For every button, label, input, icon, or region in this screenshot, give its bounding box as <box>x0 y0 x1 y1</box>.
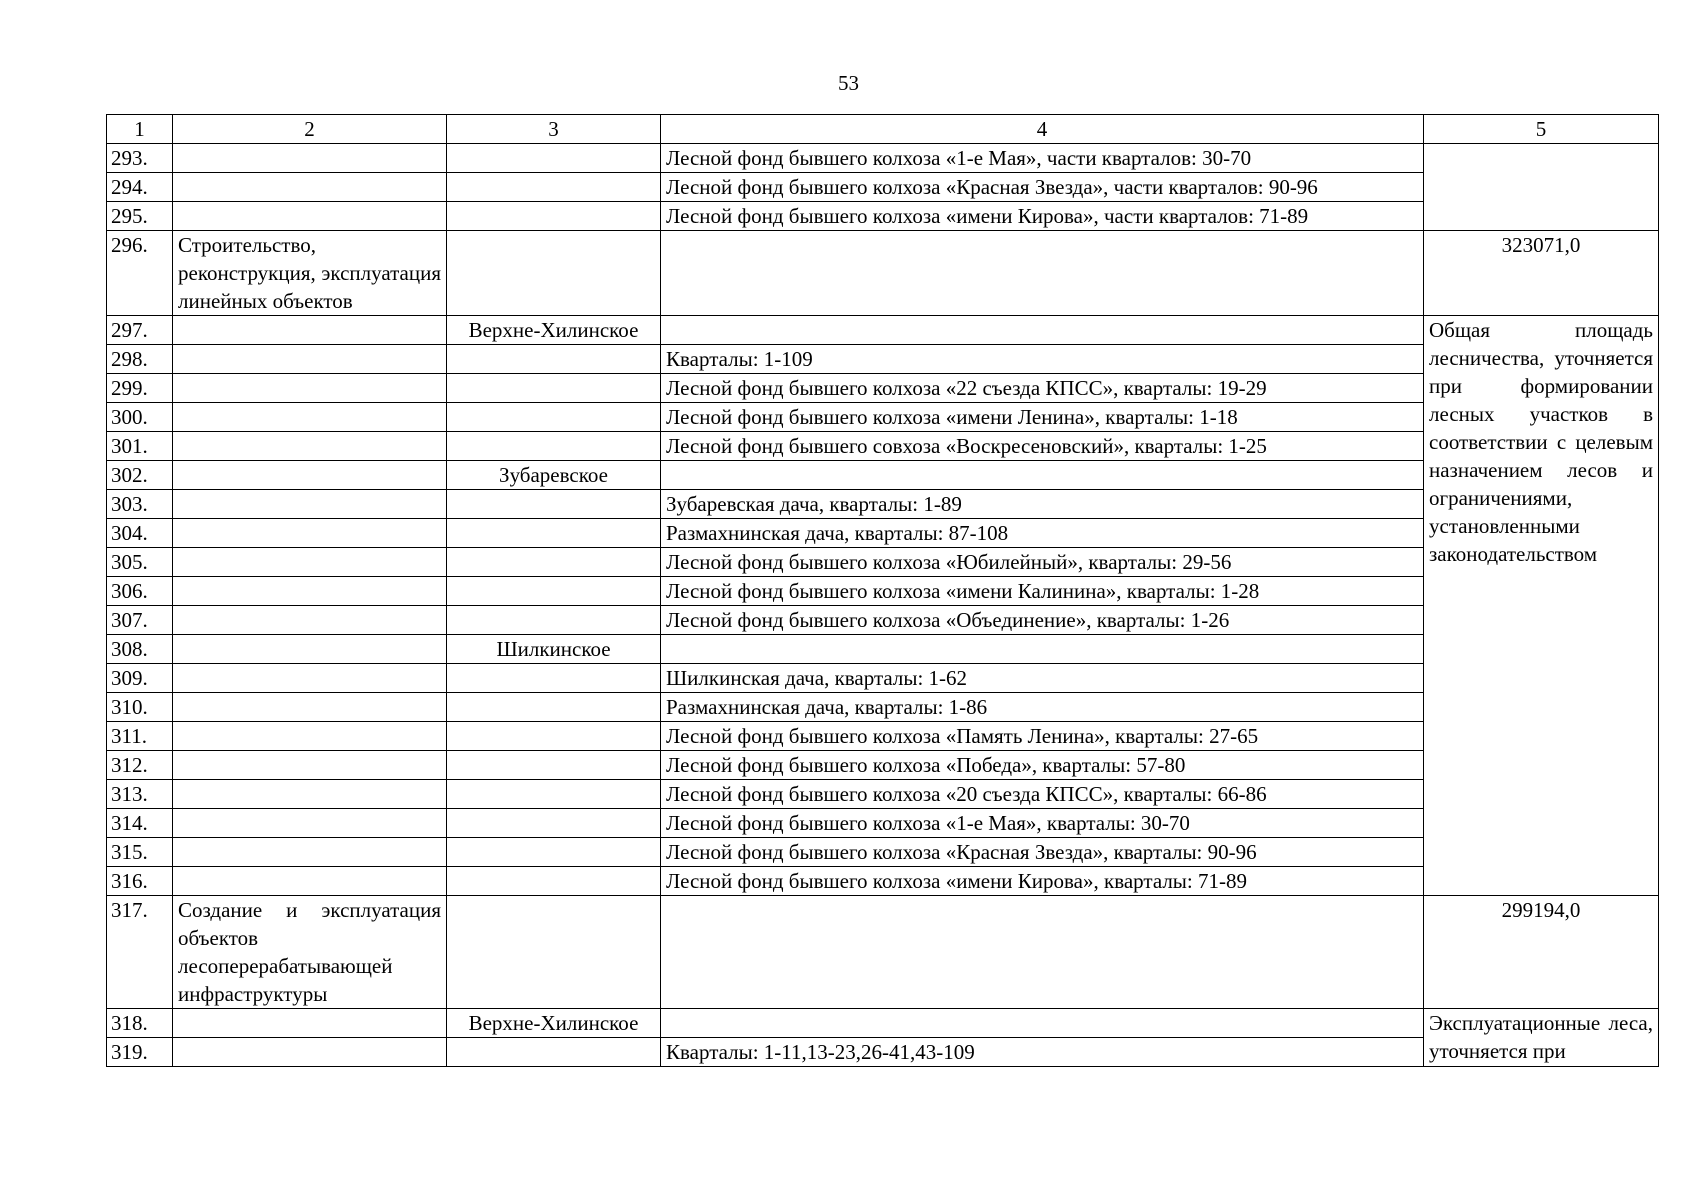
cell-description <box>661 635 1424 664</box>
row-number: 304. <box>107 519 173 548</box>
table-row <box>107 316 1659 345</box>
row-number: 302. <box>107 461 173 490</box>
forestry-district: Зубаревское <box>447 461 661 490</box>
cell-col-5-empty <box>1424 144 1659 231</box>
cell-description: Лесной фонд бывшего колхоза «имени Калинина», кварталы: 1-28 <box>661 577 1424 606</box>
forestry-district <box>447 809 661 838</box>
header-col-2: 2 <box>173 115 447 144</box>
cell-description: Лесной фонд бывшего колхоза «Юбилейный», кварталы: 29-56 <box>661 548 1424 577</box>
forestry-district <box>447 693 661 722</box>
cell-col-2 <box>173 202 447 231</box>
cell-description: Лесной фонд бывшего колхоза «имени Кирова», кварталы: 71-89 <box>661 867 1424 896</box>
row-number: 298. <box>107 345 173 374</box>
cell-col-2 <box>173 144 447 173</box>
cell-col-2 <box>173 809 447 838</box>
cell-description: Шилкинская дача, кварталы: 1-62 <box>661 664 1424 693</box>
cell-col-2 <box>173 548 447 577</box>
cell-col-3 <box>447 896 661 1009</box>
cell-description: Кварталы: 1-11,13-23,26-41,43-109 <box>661 1038 1424 1067</box>
row-number: 319. <box>107 1038 173 1067</box>
cell-col-2 <box>173 490 447 519</box>
cell-col-3 <box>447 144 661 173</box>
row-number: 313. <box>107 780 173 809</box>
row-number: 307. <box>107 606 173 635</box>
cell-description: Кварталы: 1-109 <box>661 345 1424 374</box>
area-value: 323071,0 <box>1424 231 1659 316</box>
cell-description: Лесной фонд бывшего колхоза «имени Ленина», кварталы: 1-18 <box>661 403 1424 432</box>
cell-col-2 <box>173 432 447 461</box>
cell-description: Лесной фонд бывшего колхоза «20 съезда КПСС», кварталы: 66-86 <box>661 780 1424 809</box>
row-number: 300. <box>107 403 173 432</box>
forestry-district <box>447 490 661 519</box>
forest-table <box>106 114 1659 1067</box>
forestry-district <box>447 1038 661 1067</box>
row-number: 297. <box>107 316 173 345</box>
forestry-district <box>447 838 661 867</box>
forestry-district <box>447 577 661 606</box>
activity-type: Создание и эксплуатация объектов лесоперерабатывающей инфраструктуры <box>173 896 447 1009</box>
cell-col-2 <box>173 664 447 693</box>
note-cell: Общая площадь лесничества, уточняется при формировании лесных участков в соответствии с целевым назначением лесов и ограничениями, установленными законодательством <box>1424 316 1659 896</box>
cell-col-2 <box>173 374 447 403</box>
row-number: 293. <box>107 144 173 173</box>
table-row <box>107 896 1659 1009</box>
row-number: 309. <box>107 664 173 693</box>
cell-description: Лесной фонд бывшего колхоза «22 съезда КПСС», кварталы: 19-29 <box>661 374 1424 403</box>
cell-col-2 <box>173 635 447 664</box>
cell-col-2 <box>173 780 447 809</box>
cell-col-2 <box>173 867 447 896</box>
row-number: 311. <box>107 722 173 751</box>
forestry-district <box>447 606 661 635</box>
forestry-district <box>447 519 661 548</box>
cell-description: Лесной фонд бывшего колхоза «Объединение», кварталы: 1-26 <box>661 606 1424 635</box>
cell-col-2 <box>173 722 447 751</box>
cell-col-2 <box>173 606 447 635</box>
row-number: 305. <box>107 548 173 577</box>
forestry-district <box>447 432 661 461</box>
row-number: 315. <box>107 838 173 867</box>
row-number: 312. <box>107 751 173 780</box>
cell-description <box>661 316 1424 345</box>
row-number: 308. <box>107 635 173 664</box>
cell-description: Лесной фонд бывшего колхоза «Память Ленина», кварталы: 27-65 <box>661 722 1424 751</box>
row-number: 303. <box>107 490 173 519</box>
forestry-district: Шилкинское <box>447 635 661 664</box>
table-row <box>107 1009 1659 1038</box>
cell-description: Размахнинская дача, кварталы: 87-108 <box>661 519 1424 548</box>
header-col-5: 5 <box>1424 115 1659 144</box>
cell-col-2 <box>173 838 447 867</box>
cell-col-2 <box>173 461 447 490</box>
header-col-3: 3 <box>447 115 661 144</box>
forestry-district <box>447 374 661 403</box>
row-number: 294. <box>107 173 173 202</box>
note-cell: Эксплуатационные леса, уточняется при <box>1424 1009 1659 1067</box>
row-number: 310. <box>107 693 173 722</box>
forestry-district <box>447 345 661 374</box>
row-number: 296. <box>107 231 173 316</box>
cell-col-3 <box>447 202 661 231</box>
cell-description <box>661 1009 1424 1038</box>
cell-description <box>661 231 1424 316</box>
row-number: 299. <box>107 374 173 403</box>
row-number: 316. <box>107 867 173 896</box>
cell-col-3 <box>447 173 661 202</box>
forestry-district <box>447 867 661 896</box>
forestry-district <box>447 780 661 809</box>
row-number: 295. <box>107 202 173 231</box>
row-number: 314. <box>107 809 173 838</box>
row-number: 301. <box>107 432 173 461</box>
cell-description <box>661 896 1424 1009</box>
cell-description: Лесной фонд бывшего колхоза «1-е Мая», кварталы: 30-70 <box>661 809 1424 838</box>
row-number: 317. <box>107 896 173 1009</box>
header-col-1: 1 <box>107 115 173 144</box>
cell-description: Лесной фонд бывшего совхоза «Воскресеновский», кварталы: 1-25 <box>661 432 1424 461</box>
cell-description: Лесной фонд бывшего колхоза «Красная Звезда», части кварталов: 90-96 <box>661 173 1424 202</box>
cell-description: Лесной фонд бывшего колхоза «1-е Мая», части кварталов: 30-70 <box>661 144 1424 173</box>
forestry-district <box>447 664 661 693</box>
cell-col-2 <box>173 1009 447 1038</box>
cell-description: Лесной фонд бывшего колхоза «имени Кирова», части кварталов: 71-89 <box>661 202 1424 231</box>
cell-description: Лесной фонд бывшего колхоза «Красная Звезда», кварталы: 90-96 <box>661 838 1424 867</box>
forestry-district <box>447 403 661 432</box>
cell-col-2 <box>173 519 447 548</box>
area-value: 299194,0 <box>1424 896 1659 1009</box>
cell-col-2 <box>173 316 447 345</box>
forestry-district <box>447 548 661 577</box>
table-row <box>107 231 1659 316</box>
cell-col-2 <box>173 1038 447 1067</box>
row-number: 306. <box>107 577 173 606</box>
forestry-district <box>447 751 661 780</box>
cell-col-2 <box>173 751 447 780</box>
cell-col-2 <box>173 577 447 606</box>
cell-description: Зубаревская дача, кварталы: 1-89 <box>661 490 1424 519</box>
cell-col-2 <box>173 403 447 432</box>
cell-col-3 <box>447 231 661 316</box>
activity-type: Строительство, реконструкция, эксплуатация линейных объектов <box>173 231 447 316</box>
forestry-district: Верхне-Хилинское <box>447 316 661 345</box>
table-row <box>107 144 1659 173</box>
page-number: 53 <box>838 71 859 95</box>
cell-description: Размахнинская дача, кварталы: 1-86 <box>661 693 1424 722</box>
cell-description: Лесной фонд бывшего колхоза «Победа», кварталы: 57-80 <box>661 751 1424 780</box>
cell-col-2 <box>173 693 447 722</box>
cell-col-2 <box>173 345 447 374</box>
cell-col-2 <box>173 173 447 202</box>
forestry-district: Верхне-Хилинское <box>447 1009 661 1038</box>
row-number: 318. <box>107 1009 173 1038</box>
cell-description <box>661 461 1424 490</box>
forestry-district <box>447 722 661 751</box>
table-header-row <box>107 115 1659 144</box>
header-col-4: 4 <box>661 115 1424 144</box>
